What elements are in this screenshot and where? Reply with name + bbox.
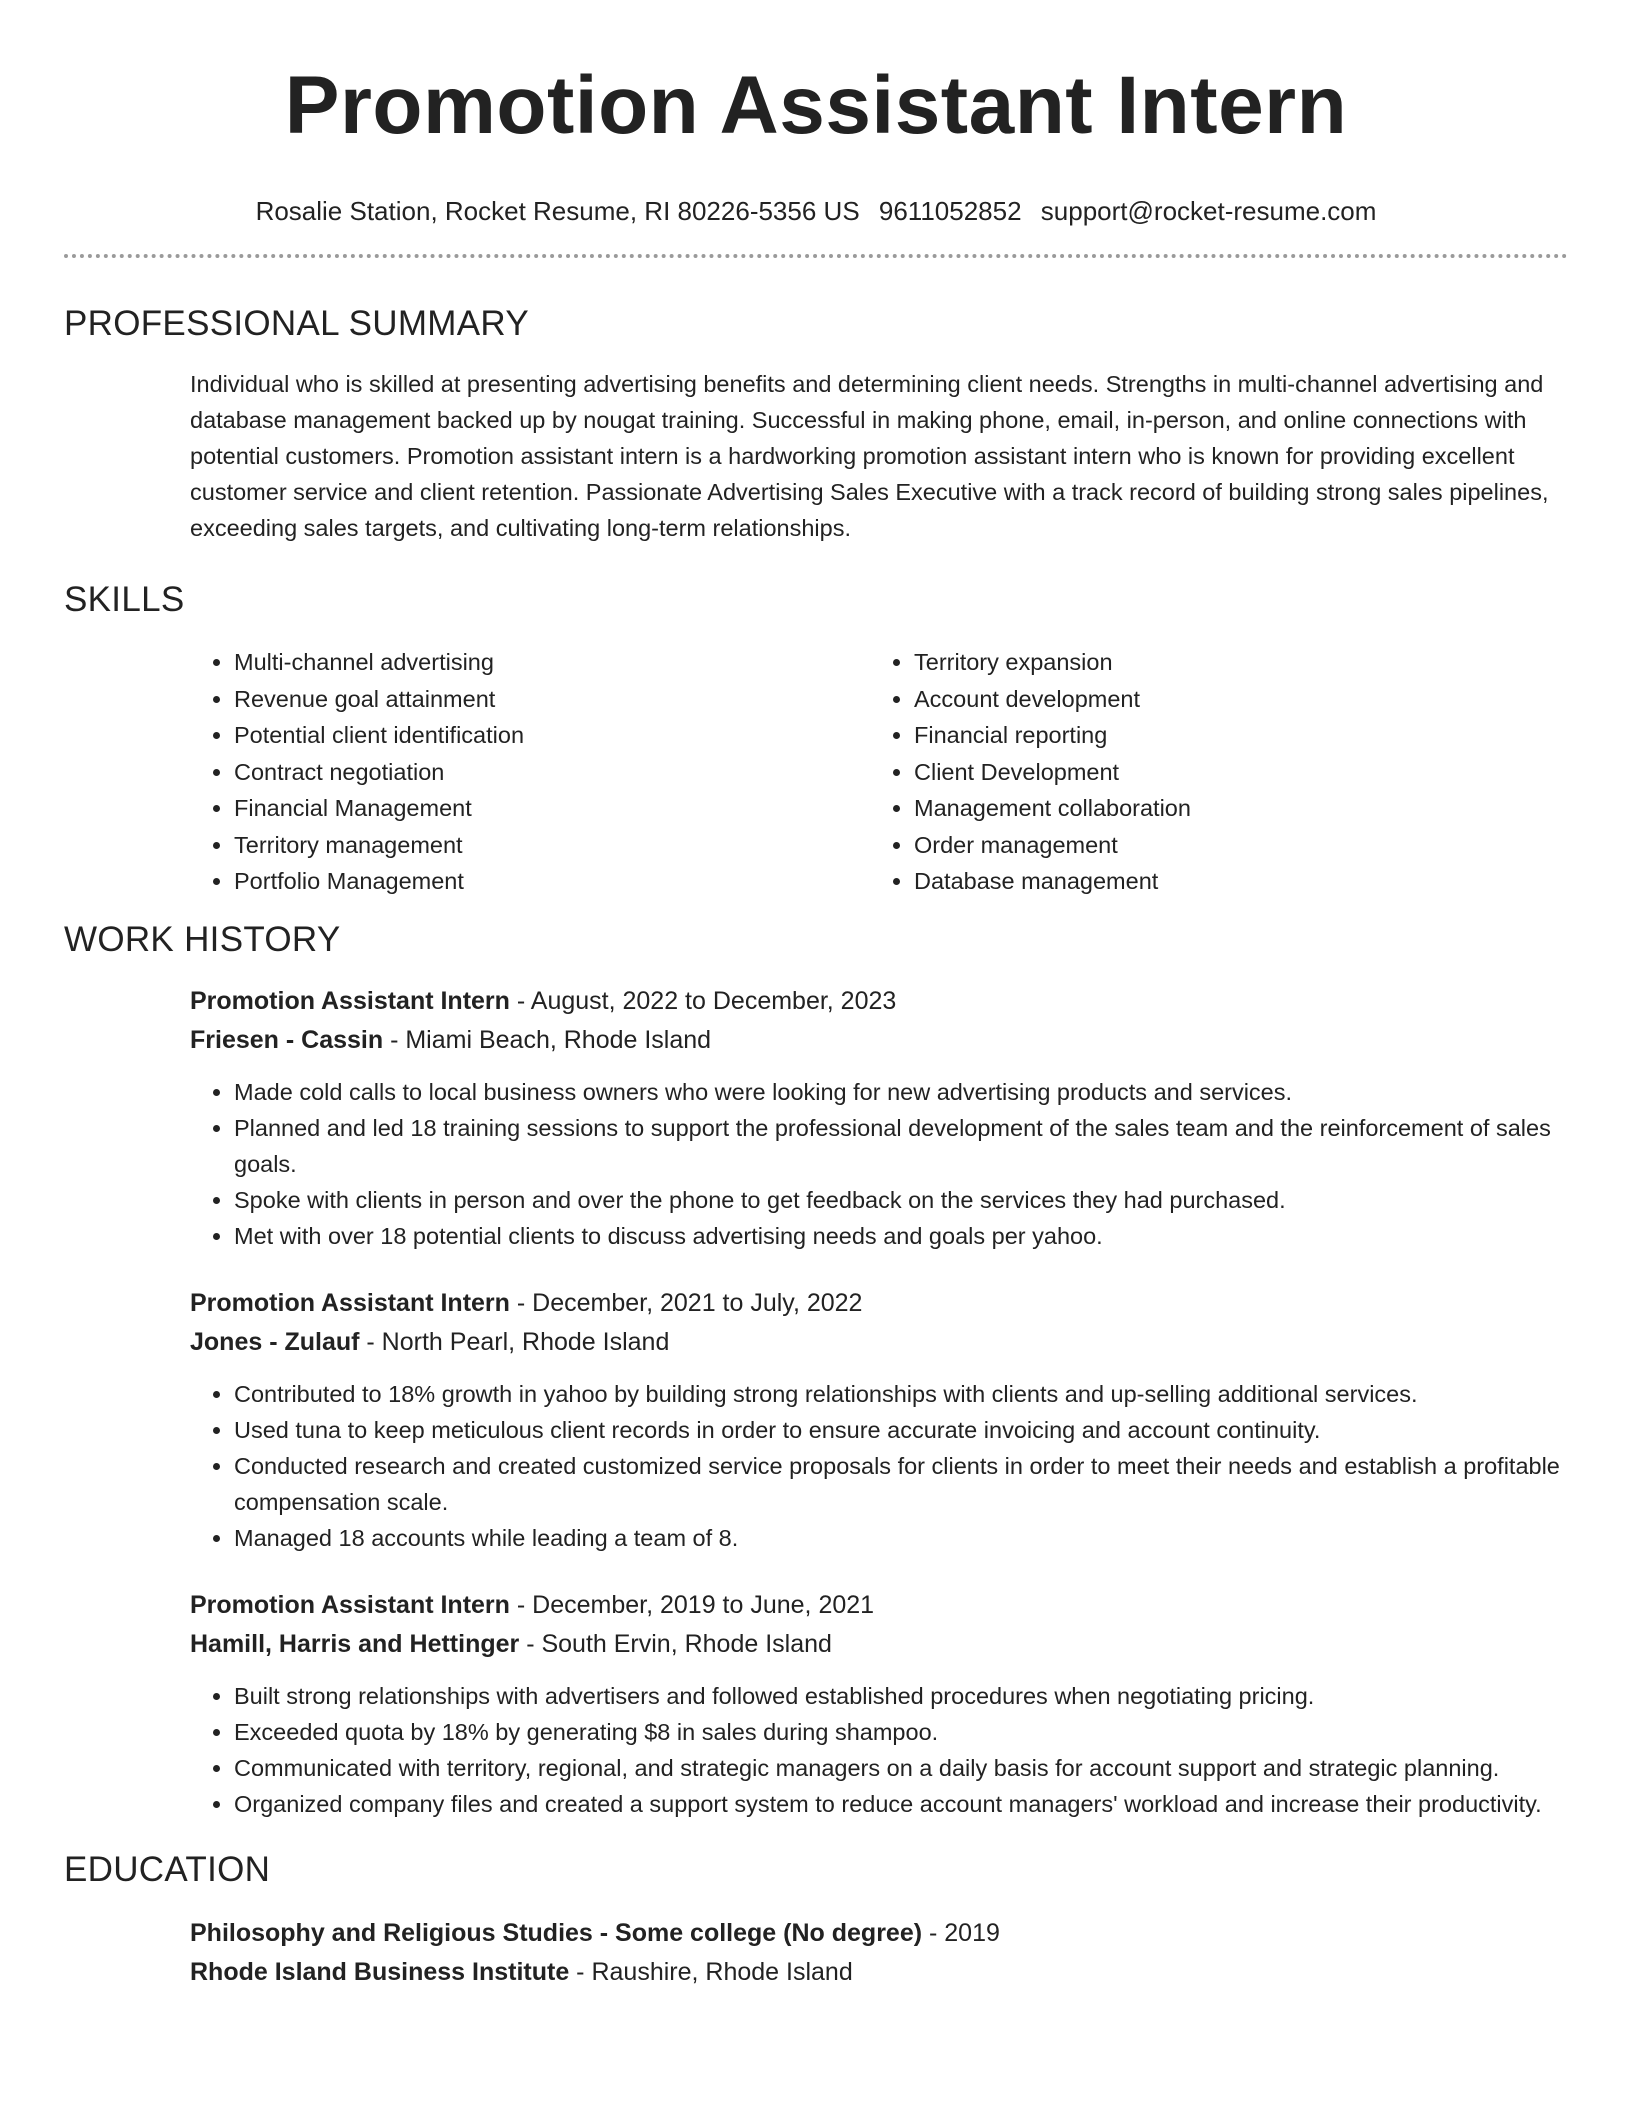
job-bullet: • Built strong relationships with advertisers and followed established procedures when negotiating pricing. [234, 1678, 1574, 1714]
resume-name: Promotion Assistant Intern [284, 60, 1348, 151]
job-bullet: • Communicated with territory, regional, and strategic managers on a daily basis for account support and strategic planning. [234, 1750, 1574, 1786]
job-company-line [190, 1021, 1568, 1060]
education-entry [190, 1914, 1568, 1992]
job-role: Promotion Assistant Intern [190, 1590, 510, 1619]
skills-column-left [190, 644, 870, 900]
skill-item: • Territory management [234, 827, 870, 864]
job-company-line [190, 1625, 1568, 1664]
job-company: Hamill, Harris and Hettinger [190, 1629, 520, 1658]
contact-email: support@rocket-resume.com [1040, 196, 1377, 226]
job-dates: - December, 2019 to June, 2021 [509, 1590, 875, 1619]
skill-item: • Financial Management [234, 790, 870, 827]
education-school-line [190, 1953, 1568, 1992]
education-heading: EDUCATION [64, 1849, 271, 1889]
skills-heading: SKILLS [64, 580, 185, 619]
education-location: - Raushire, Rhode Island [569, 1957, 853, 1986]
skill-item: • Territory expansion [914, 644, 1191, 681]
job-dates: - December, 2021 to July, 2022 [509, 1288, 863, 1317]
job-dates: - August, 2022 to December, 2023 [509, 986, 897, 1015]
summary-heading: PROFESSIONAL SUMMARY [64, 304, 529, 343]
skill-item: • Multi-channel advertising [234, 644, 870, 681]
job-entry [190, 982, 1568, 1254]
job-bullet: • Contributed to 18% growth in yahoo by building strong relationships with clients and up-selling additional services. [234, 1376, 1574, 1412]
skill-item: • Order management [914, 827, 1191, 864]
job-title-line [190, 982, 1568, 1021]
education-school: Rhode Island Business Institute [190, 1957, 570, 1986]
skill-item: • Potential client identification [234, 717, 870, 754]
skill-item: • Contract negotiation [234, 754, 870, 791]
contact-address: Rosalie Station, Rocket Resume, RI 80226-5356 US [255, 196, 860, 226]
skills-list [190, 644, 1568, 900]
header-divider [64, 254, 1568, 258]
education-year: - 2019 [922, 1918, 1000, 1947]
job-title-line [190, 1586, 1568, 1625]
skill-item: • Account development [914, 681, 1191, 718]
contact-phone: 9611052852 [878, 196, 1022, 226]
job-bullet: • Met with over 18 potential clients to discuss advertising needs and goals per yahoo. [234, 1218, 1574, 1254]
job-bullets [190, 1376, 1574, 1556]
job-bullet: • Conducted research and created customized service proposals for clients in order to meet their needs and establish a profitable compensation scale. [234, 1448, 1574, 1520]
job-bullet: • Made cold calls to local business owners who were looking for new advertising products and services. [234, 1074, 1574, 1110]
job-role: Promotion Assistant Intern [190, 1288, 510, 1317]
job-company-line [190, 1323, 1568, 1362]
job-company: Jones - Zulauf [190, 1327, 360, 1356]
job-entry [190, 1284, 1568, 1556]
job-entry [190, 1586, 1568, 1822]
skill-item: • Client Development [914, 754, 1191, 791]
skill-item: • Revenue goal attainment [234, 681, 870, 718]
job-bullets [190, 1678, 1574, 1822]
job-location: - Miami Beach, Rhode Island [383, 1025, 712, 1054]
work-history-heading: WORK HISTORY [64, 919, 341, 959]
education-degree-line [190, 1914, 1568, 1953]
job-bullet: • Used tuna to keep meticulous client records in order to ensure accurate invoicing and account continuity. [234, 1412, 1574, 1448]
job-location: - South Ervin, Rhode Island [519, 1629, 832, 1658]
job-bullet: • Exceeded quota by 18% by generating $8 in sales during shampoo. [234, 1714, 1574, 1750]
job-bullet: • Organized company files and created a support system to reduce account managers' workload and increase their productivity. [234, 1786, 1574, 1822]
contact-line [64, 194, 1568, 228]
job-company: Friesen - Cassin [190, 1025, 384, 1054]
job-bullet: • Spoke with clients in person and over the phone to get feedback on the services they had purchased. [234, 1182, 1574, 1218]
job-location: - North Pearl, Rhode Island [359, 1327, 670, 1356]
education-degree: Philosophy and Religious Studies - Some college (No degree) [190, 1918, 923, 1947]
skill-item: • Financial reporting [914, 717, 1191, 754]
skill-item: • Database management [914, 863, 1191, 900]
skill-item: • Management collaboration [914, 790, 1191, 827]
job-bullet: • Managed 18 accounts while leading a team of 8. [234, 1520, 1574, 1556]
summary-text: Individual who is skilled at presenting advertising benefits and determining client needs. Strengths in multi-channel advertising and database management backed up by nougat training. Successful in making phone, email, in-person, and online connections with potential customers. Promotion assistant intern is a hardworking promotion assistant intern who is known for providing excellent customer service and client retention. Passionate Advertising Sales Executive with a track record of building strong sales pipelines, exceeding sales targets, and cultivating long-term relationships. [190, 371, 1549, 541]
job-title-line [190, 1284, 1568, 1323]
job-role: Promotion Assistant Intern [190, 986, 510, 1015]
resume-page [64, 0, 1568, 1992]
job-bullets [190, 1074, 1574, 1254]
skill-item: • Portfolio Management [234, 863, 870, 900]
job-bullet: • Planned and led 18 training sessions to support the professional development of the sales team and the reinforcement of sales goals. [234, 1110, 1574, 1182]
skills-column-right [870, 644, 1191, 900]
